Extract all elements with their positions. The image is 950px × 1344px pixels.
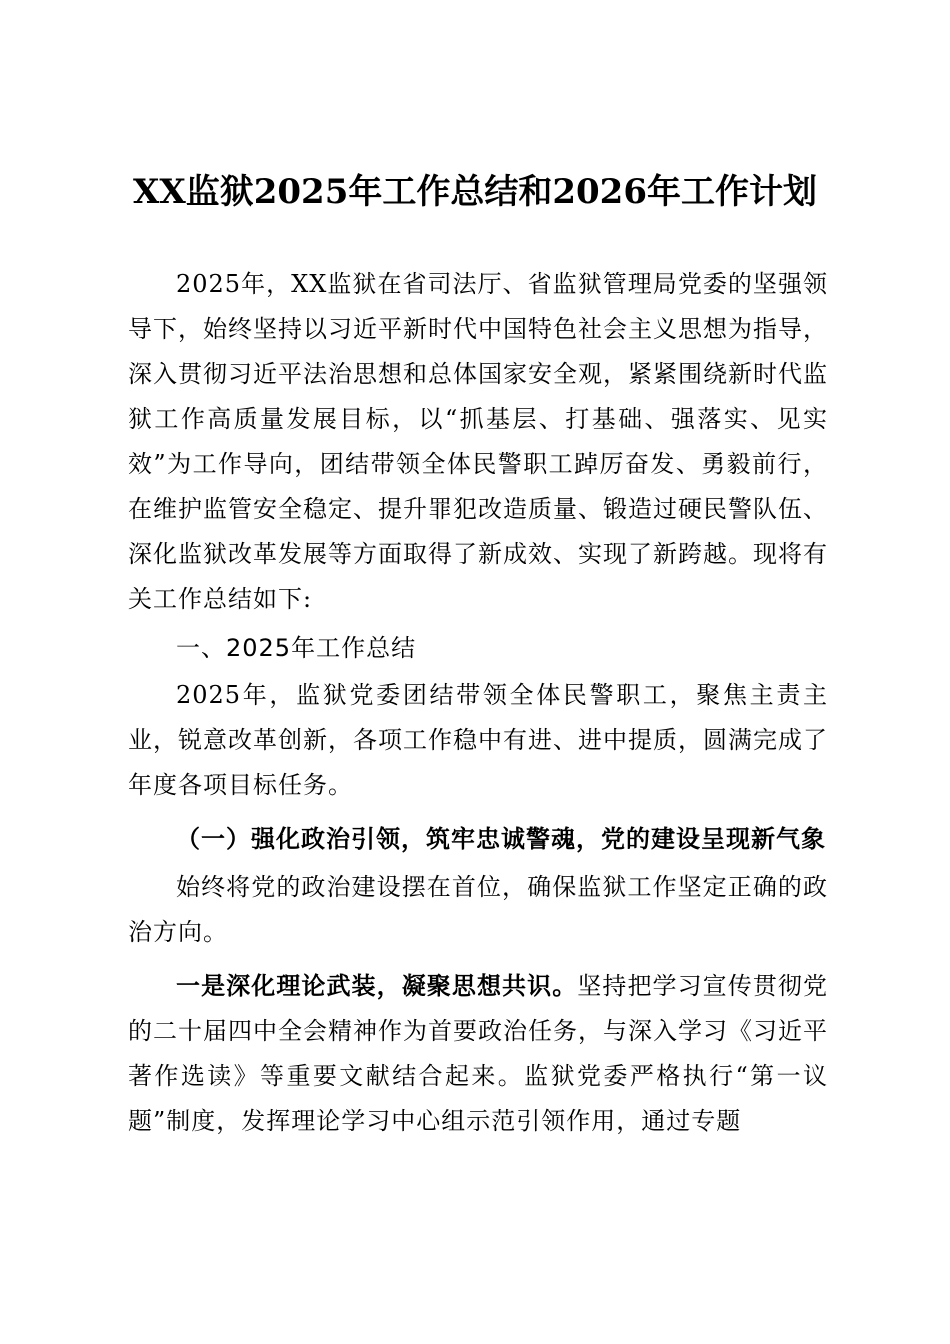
section-heading-1: 一、2025年工作总结 (176, 634, 417, 662)
intro-paragraph: 2025年，XX监狱在省司法厅、省监狱管理局党委的坚强领导下，始终坚持以习近平新时代中国特色社会主义思想为指导，深入贯彻习近平法治思想和总体国家安全观，紧紧围绕新时代监狱工作高质量发展目标，以“抓基层、打基础、强落实、见实效”为工作导向，团结带领全体民警职工踔厉奋发、勇毅前行，在维护监管安全稳定、提升罪犯改造质量、锻造过硬民警队伍、深化监狱改革发展等方面取得了新成效、实现了新跨越。现将有关工作总结如下: (128, 270, 828, 613)
summary-paragraph: 2025年，监狱党委团结带领全体民警职工，聚焦主责主业，锐意改革创新，各项工作稳中有进、进中提质，圆满完成了年度各项目标任务。 (128, 681, 828, 799)
subsection-intro-paragraph: 始终将党的政治建设摆在首位，确保监狱工作坚定正确的政治方向。 (128, 873, 828, 946)
point-one-paragraph (128, 963, 828, 1144)
point-one-lead: 一是深化理论武装，凝聚思想共识。 (176, 971, 578, 1000)
subsection-heading-1: （一）强化政治引领，筑牢忠诚警魂，党的建设呈现新气象 (176, 824, 826, 853)
point-one-text: 坚持把学习宣传贯彻党的二十届四中全会精神作为首要政治任务，与深入学习《习近平著作选读》等重要文献结合起来。监狱党委严格执行“第一议题”制度，发挥理论学习中心组示范引领作用，通过专题 (128, 972, 829, 1135)
document-title: XX监狱2025年工作总结和2026年工作计划 (132, 172, 818, 212)
document-body (128, 262, 828, 1144)
